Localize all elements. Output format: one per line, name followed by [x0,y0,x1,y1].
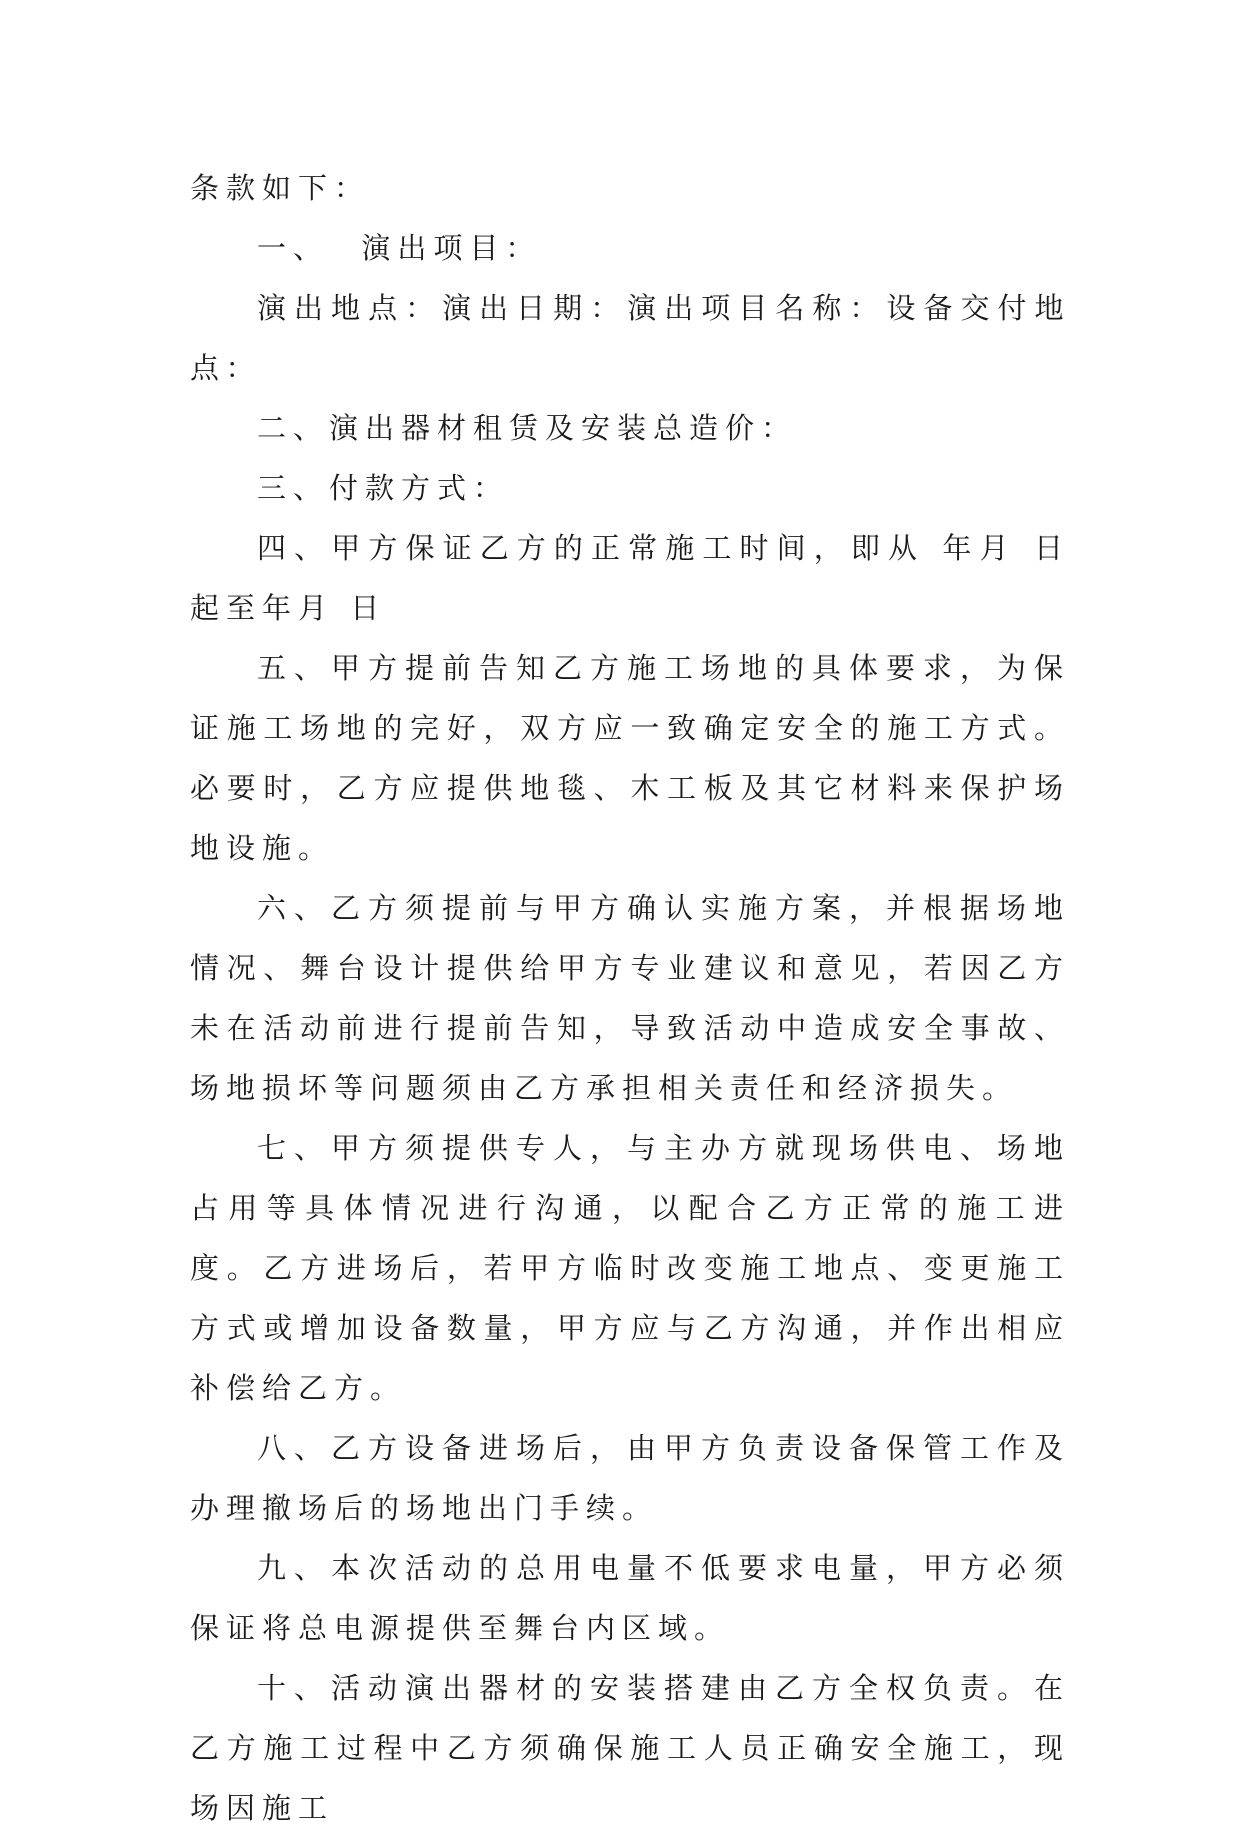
clause-9: 九、本次活动的总用电量不低要求电量，甲方必须保证将总电源提供至舞台内区域。 [190,1551,1070,1645]
clause-6: 六、乙方须提前与甲方确认实施方案，并根据场地情况、舞台设计提供给甲方专业建议和意见，若因乙方未在活动前进行提前告知，导致活动中造成安全事故、场地损坏等问题须由乙方承担相关责任和经济损失。 [190,891,1070,1105]
clause-8: 八、乙方设备进场后，由甲方负责设备保管工作及办理撤场后的场地出门手续。 [190,1431,1070,1525]
document-body [190,158,1070,1838]
clause-2: 二、演出器材租赁及安装总造价： [257,411,798,445]
clause-10: 十、活动演出器材的安装搭建由乙方全权负责。在乙方施工过程中乙方须确保施工人员正确安全施工，现场因施工 [190,1671,1070,1825]
intro-paragraph: 条款如下： [190,171,371,205]
clause-4: 四、甲方保证乙方的正常施工时间，即从 年月 日起至年月 日 [190,531,1070,625]
clause-3: 三、付款方式： [257,471,510,505]
clause-7: 七、甲方须提供专人，与主办方就现场供电、场地占用等具体情况进行沟通，以配合乙方正常的施工进度。乙方进场后，若甲方临时改变施工地点、变更施工方式或增加设备数量，甲方应与乙方沟通，并作出相应补偿给乙方。 [190,1131,1070,1405]
clause-1-detail: 演出地点：演出日期：演出项目名称：设备交付地点： [190,291,1070,385]
clause-5: 五、甲方提前告知乙方施工场地的具体要求，为保证施工场地的完好，双方应一致确定安全的施工方式。必要时，乙方应提供地毯、木工板及其它材料来保护场地设施。 [190,651,1070,865]
clause-1-heading: 一、 演出项目： [257,231,542,265]
